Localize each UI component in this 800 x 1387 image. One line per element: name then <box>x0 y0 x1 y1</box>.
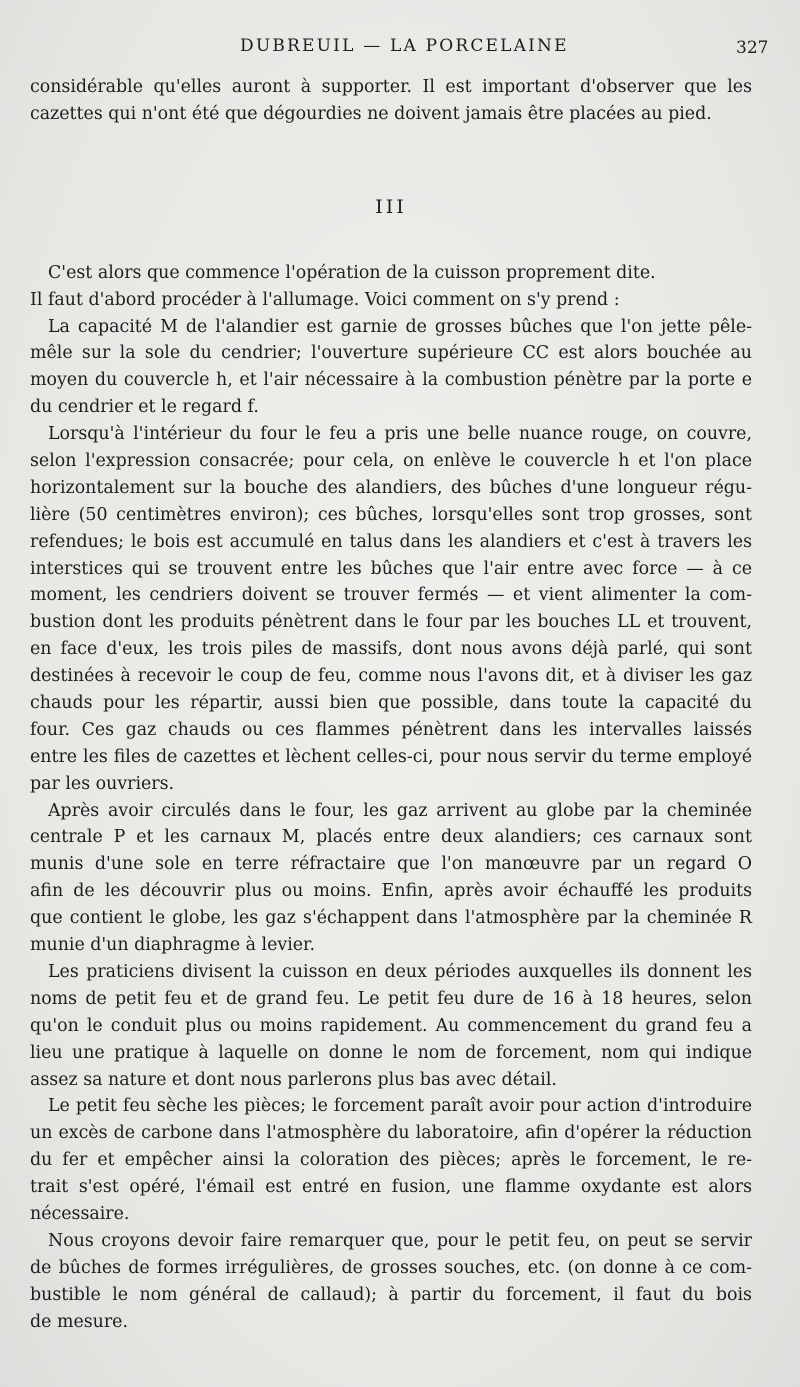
text-line: bustion dont les produits pénètrent dans le four par les bouches LL et trouvent, <box>30 612 752 633</box>
text-line: en face d'eux, les trois piles de massifs, dont nous avons déjà parlé, qui sont <box>30 639 752 660</box>
text-line: moyen du couvercle h, et l'air nécessaire à la combustion pénètre par la porte e <box>30 370 752 391</box>
text-line: bustible le nom général de callaud); à partir du forcement, il faut du bois <box>30 1284 752 1305</box>
text-line: selon l'expression consacrée; pour cela, on enlève le couvercle h et l'on place <box>30 451 752 472</box>
text-line: trait s'est opéré, l'émail est entré en fusion, une flamme oxydante est alors <box>30 1177 752 1198</box>
text-line: considérable qu'elles auront à supporter. Il est important d'observer que les <box>30 77 752 97</box>
text-line: du fer et empêcher ainsi la coloration des pièces; après le forcement, le re- <box>30 1150 752 1171</box>
text-line: assez sa nature et dont nous parlerons plus bas avec détail. <box>30 1069 557 1090</box>
text-line: C'est alors que commence l'opération de la cuisson proprement dite. <box>48 262 656 283</box>
text-line: Les praticiens divisent la cuisson en deux périodes auxquelles ils donnent les <box>48 961 752 982</box>
page-number: 327 <box>736 38 769 58</box>
text-line: Il faut d'abord procéder à l'allumage. Voici comment on s'y prend : <box>30 289 620 310</box>
section-heading: III <box>375 195 407 218</box>
text-line: un excès de carbone dans l'atmosphère du laboratoire, afin d'opérer la réduction <box>30 1123 752 1144</box>
text-line: par les ouvriers. <box>30 773 175 794</box>
text-line: Après avoir circulés dans le four, les gaz arrivent au globe par la cheminée <box>48 800 752 821</box>
text-line: nécessaire. <box>30 1203 130 1224</box>
text-line: munis d'une sole en terre réfractaire que l'on manœuvre par un regard O <box>30 854 752 875</box>
text-line: qu'on le conduit plus ou moins rapidement. Au commencement du grand feu a <box>30 1015 752 1036</box>
text-line: interstices qui se trouvent entre les bûches que l'air entre avec force — à ce <box>30 558 752 579</box>
text-line: de bûches de formes irrégulières, de grosses souches, etc. (on donne à ce com- <box>30 1257 752 1278</box>
text-line: destinées à recevoir le coup de feu, comme nous l'avons dit, et à diviser les gaz <box>30 666 752 687</box>
text-line: four. Ces gaz chauds ou ces flammes pénètrent dans les intervalles laissés <box>30 719 752 740</box>
page-header <box>0 36 800 60</box>
text-line: Lorsqu'à l'intérieur du four le feu a pris une belle nuance rouge, on couvre, <box>48 424 752 445</box>
text-line: centrale P et les carnaux M, placés entre deux alandiers; ces carnaux sont <box>30 827 752 848</box>
text-line: afin de les découvrir plus ou moins. Enfin, après avoir échauffé les produits <box>30 881 752 902</box>
text-line: du cendrier et le regard f. <box>30 397 259 418</box>
text-line: La capacité M de l'alandier est garnie de grosses bûches que l'on jette pêle- <box>48 316 752 337</box>
text-line: noms de petit feu et de grand feu. Le petit feu dure de 16 à 18 heures, selon <box>30 988 752 1009</box>
text-line: horizontalement sur la bouche des alandiers, des bûches d'une longueur régu- <box>30 477 752 498</box>
text-line: chauds pour les répartir, aussi bien que possible, dans toute la capacité du <box>30 693 752 714</box>
text-line: Nous croyons devoir faire remarquer que, pour le petit feu, on peut se servir <box>48 1230 752 1251</box>
text-line: de mesure. <box>30 1311 128 1332</box>
text-line: Le petit feu sèche les pièces; le forcement paraît avoir pour action d'introduire <box>48 1096 752 1117</box>
running-head: DUBREUIL — LA PORCELAINE <box>240 36 569 56</box>
body-text <box>30 74 752 1335</box>
text-line: que contient le globe, les gaz s'échappent dans l'atmosphère par la cheminée R <box>30 908 752 929</box>
text-line: cazettes qui n'ont été que dégourdies ne doivent jamais être placées au pied. <box>30 103 712 124</box>
text-line: refendues; le bois est accumulé en talus dans les alandiers et c'est à travers les <box>30 531 752 552</box>
text-line: entre les files de cazettes et lèchent celles-ci, pour nous servir du terme employé <box>30 746 752 767</box>
text-line: lieu une pratique à laquelle on donne le nom de forcement, nom qui indique <box>30 1042 752 1063</box>
text-line: lière (50 centimètres environ); ces bûches, lorsqu'elles sont trop grosses, sont <box>30 504 752 525</box>
text-line: munie d'un diaphragme à levier. <box>30 935 315 956</box>
text-line: mêle sur la sole du cendrier; l'ouverture supérieure CC est alors bouchée au <box>30 343 752 364</box>
text-line: moment, les cendriers doivent se trouver fermés — et vient alimenter la com- <box>30 585 752 606</box>
